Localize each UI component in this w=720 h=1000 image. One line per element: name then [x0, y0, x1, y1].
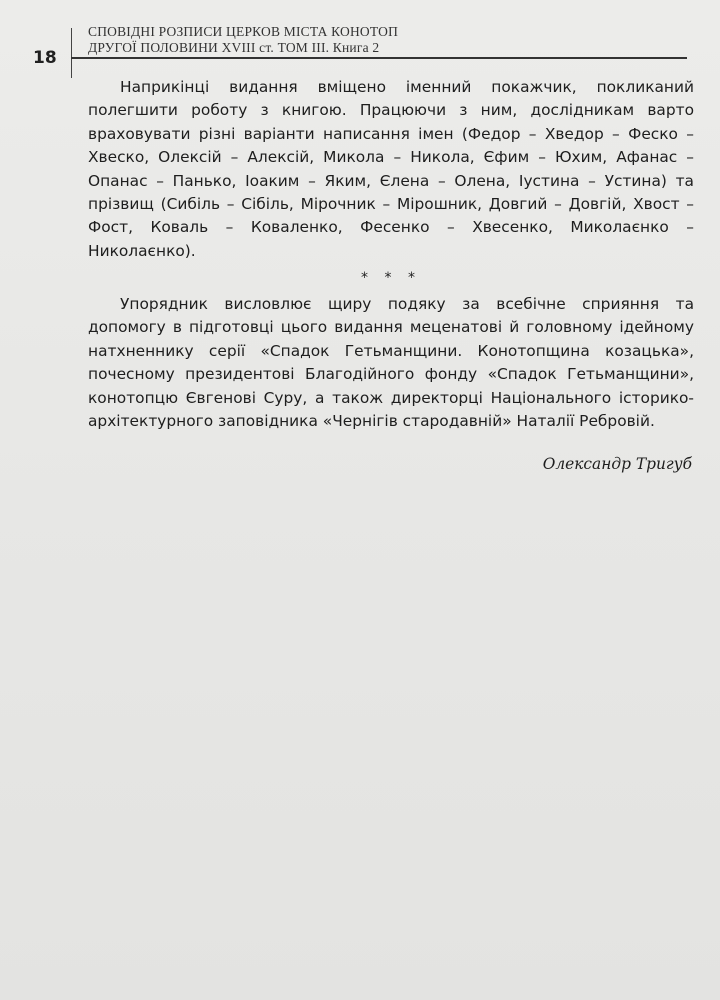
page-number: 18 — [33, 48, 57, 68]
header-vertical-rule — [71, 28, 72, 78]
running-title-line2: ДРУГОЇ ПОЛОВИНИ XVIII ст. ТОМ III. Книга 2 — [88, 40, 380, 55]
paragraph-acknowledgements: Упорядник висловлює щиру подяку за всебічне сприяння та допомогу в підготовці цього видання меценатові й головному ідейному натхненнику серії «Спадок Гетьманщини. Конотопщина козацька», почесному президентові Благодійного фонду «Спадок Гетьманщини», конотопцю Євгенові Суру, а також директорці Національного історико-архітектурного заповідника «Чернігів стародавній» Наталії Ребровій. — [88, 295, 694, 431]
paragraph-index-note: Наприкінці видання вміщено іменний покажчик, покликаний полегшити роботу з книгою. Працюючи з ним, дослідникам варто враховувати різні варіанти написання імен (Федор – Хведор – Феско – Хвеско, Олексій – Алексій, Микола – Никола, Єфим – Юхим, Афанас – Опанас – Панько, Іоаким – Яким, Єлена – Олена, Іустина – Устина) та прізвищ (Сибіль – Сібіль, Мірочник – Мірошник, Довгий – Довгій, Хвост – Фост, Коваль – Коваленко, Фесенко – Хвесенко, Миколаєнко – Николаєнко). — [88, 78, 694, 260]
section-separator: * * * — [361, 270, 421, 286]
author-signature: Олександр Тригуб — [542, 455, 692, 473]
header-horizontal-rule — [71, 57, 687, 59]
running-title-line1: СПОВІДНІ РОЗПИСИ ЦЕРКОВ МІСТА КОНОТОП — [88, 24, 399, 39]
